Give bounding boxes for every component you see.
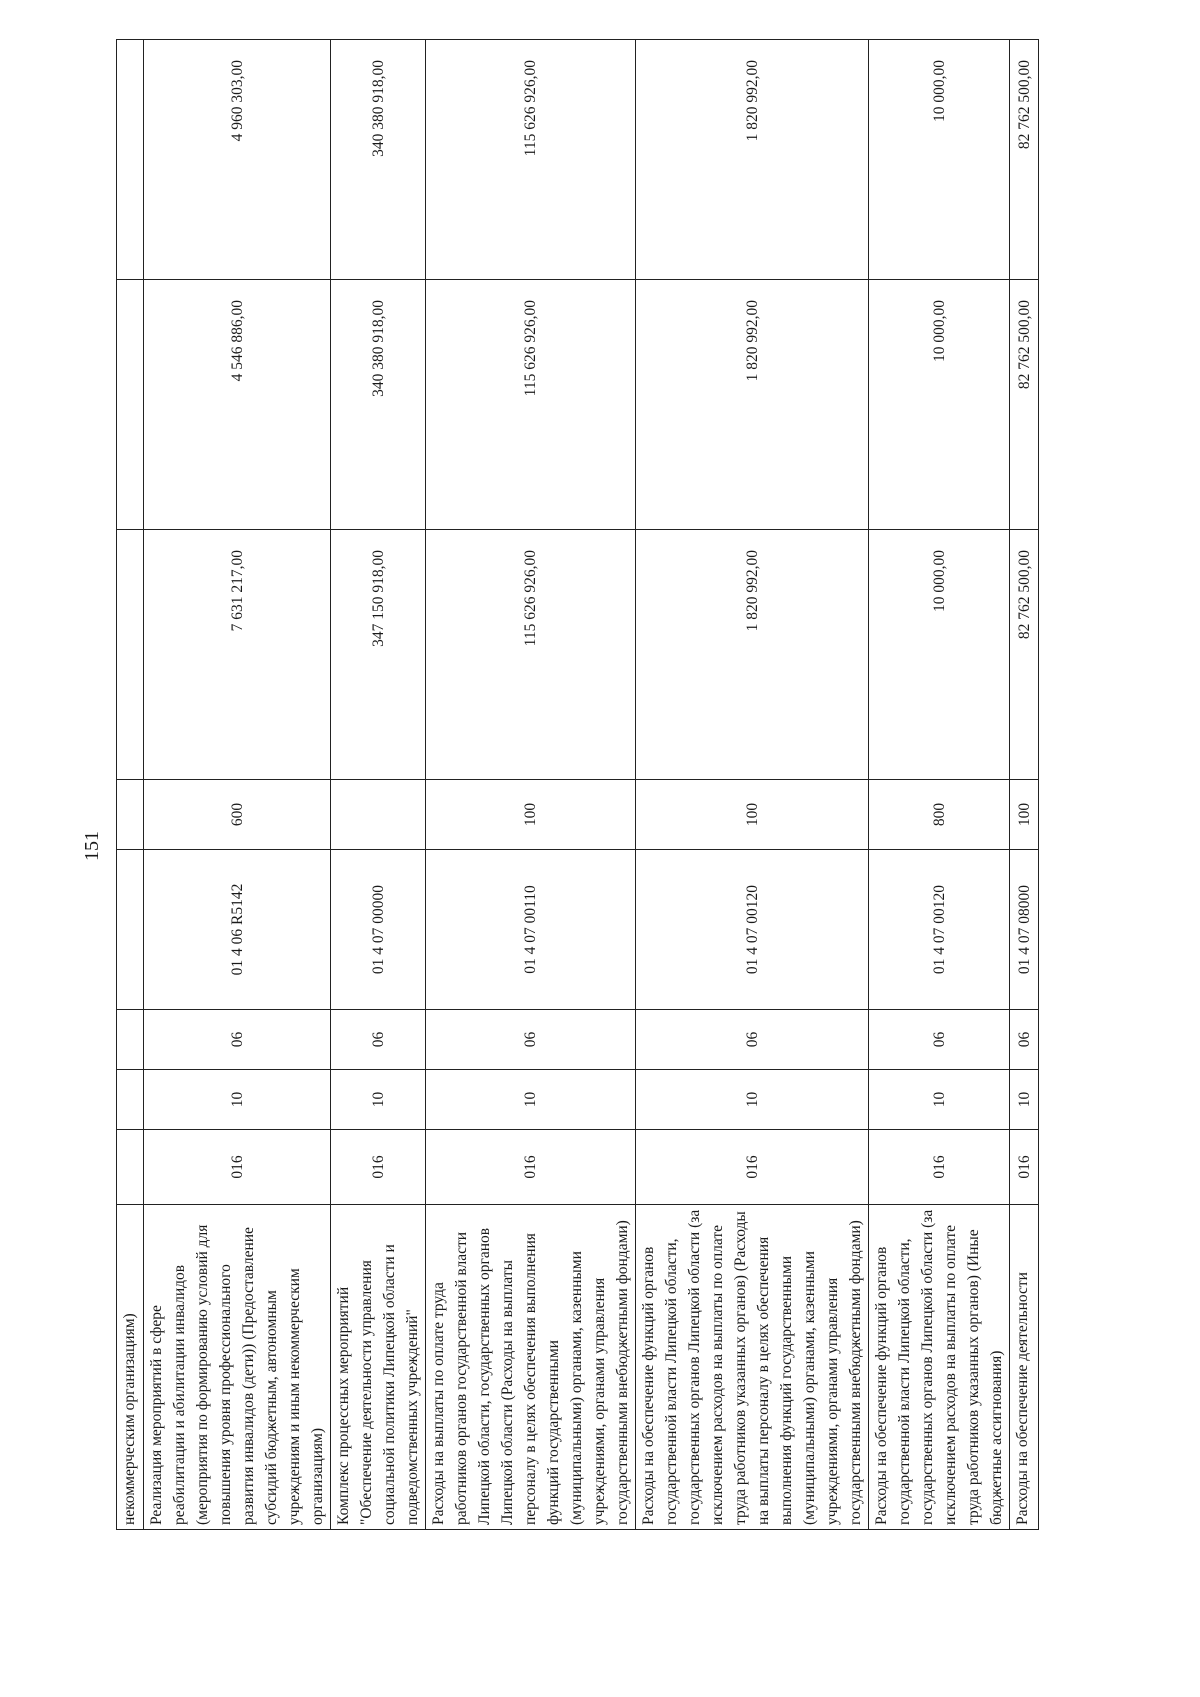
cell-section: 10 (331, 1070, 426, 1130)
cell-target: 01 4 06 R5142 (144, 850, 331, 1010)
cell-admin: 016 (1010, 1130, 1039, 1205)
table-row-continuation (117, 40, 144, 1530)
cell-sum-3: 10 000,00 (869, 40, 1010, 280)
cell-description: Расходы на выплаты по оплате труда работников органов государственной власти Липецкой области, государственных органов Липецкой области (Расходы на выплаты персоналу в целях обеспечения выполнения функций государственными (муниципальными) органами, казенными учреждениями, органами управления государственными внебюджетными фондами) (426, 1205, 636, 1530)
cell-sum-1: 1 820 992,00 (636, 530, 869, 780)
cell-expense-type: 100 (426, 780, 636, 850)
table-row (331, 40, 426, 1530)
cell-sum-1: 82 762 500,00 (1010, 530, 1039, 780)
cell-sum-3: 4 960 303,00 (144, 40, 331, 280)
cell-target: 01 4 07 08000 (1010, 850, 1039, 1010)
cell-subsection (117, 1010, 144, 1070)
cell-sum-2: 82 762 500,00 (1010, 280, 1039, 530)
cell-description: Комплекс процессных мероприятий "Обеспечение деятельности управления социальной политики Липецкой области и подведомственных учреждений" (331, 1205, 426, 1530)
cell-subsection: 06 (144, 1010, 331, 1070)
table-row (144, 40, 331, 1530)
table-row (869, 40, 1010, 1530)
cell-target: 01 4 07 00000 (331, 850, 426, 1010)
cell-admin (117, 1130, 144, 1205)
cell-section: 10 (636, 1070, 869, 1130)
cell-sum-1 (117, 530, 144, 780)
cell-admin: 016 (869, 1130, 1010, 1205)
cell-admin: 016 (426, 1130, 636, 1205)
table-row (1010, 40, 1039, 1530)
cell-sum-1: 7 631 217,00 (144, 530, 331, 780)
cell-expense-type (117, 780, 144, 850)
cell-sum-2: 4 546 886,00 (144, 280, 331, 530)
cell-admin: 016 (331, 1130, 426, 1205)
cell-section: 10 (869, 1070, 1010, 1130)
cell-expense-type: 100 (1010, 780, 1039, 850)
budget-table (116, 39, 1039, 1530)
cell-subsection: 06 (426, 1010, 636, 1070)
cell-description: некоммерческим организациям) (117, 1205, 144, 1530)
cell-target: 01 4 07 00120 (869, 850, 1010, 1010)
page-number: 151 (81, 831, 103, 861)
cell-sum-1: 115 626 926,00 (426, 530, 636, 780)
cell-sum-2 (117, 280, 144, 530)
cell-sum-2: 1 820 992,00 (636, 280, 869, 530)
cell-target: 01 4 07 00110 (426, 850, 636, 1010)
cell-admin: 016 (144, 1130, 331, 1205)
cell-subsection: 06 (1010, 1010, 1039, 1070)
cell-target (117, 850, 144, 1010)
cell-subsection: 06 (636, 1010, 869, 1070)
cell-section: 10 (144, 1070, 331, 1130)
cell-section: 10 (426, 1070, 636, 1130)
cell-expense-type: 100 (636, 780, 869, 850)
table-row (426, 40, 636, 1530)
cell-expense-type (331, 780, 426, 850)
cell-description: Расходы на обеспечение функций органов государственной власти Липецкой области, государственных органов Липецкой области (за исключением расходов на выплаты по оплате труда работников указанных органов) (Расходы на выплаты персоналу в целях обеспечения выполнения функций государственными (муниципальными) органами, казенными учреждениями, органами управления государственными внебюджетными фондами) (636, 1205, 869, 1530)
cell-description: Реализация мероприятий в сфере реабилитации и абилитации инвалидов (мероприятия по формированию условий для повышения уровня профессионального развития инвалидов (дети)) (Предоставление субсидий бюджетным, автономным учреждениям и иным некоммерческим организациям) (144, 1205, 331, 1530)
cell-sum-2: 340 380 918,00 (331, 280, 426, 530)
cell-target: 01 4 07 00120 (636, 850, 869, 1010)
cell-sum-2: 115 626 926,00 (426, 280, 636, 530)
budget-table-sheet (116, 40, 1033, 1530)
cell-sum-1: 10 000,00 (869, 530, 1010, 780)
cell-expense-type: 600 (144, 780, 331, 850)
cell-section: 10 (1010, 1070, 1039, 1130)
cell-description: Расходы на обеспечение функций органов государственной власти Липецкой области, государственных органов Липецкой области (за исключением расходов на выплаты по оплате труда работников указанных органов) (Иные бюджетные ассигнования) (869, 1205, 1010, 1530)
cell-subsection: 06 (331, 1010, 426, 1070)
cell-sum-3 (117, 40, 144, 280)
cell-section (117, 1070, 144, 1130)
cell-admin: 016 (636, 1130, 869, 1205)
cell-sum-3: 340 380 918,00 (331, 40, 426, 280)
cell-subsection: 06 (869, 1010, 1010, 1070)
cell-sum-1: 347 150 918,00 (331, 530, 426, 780)
cell-sum-3: 1 820 992,00 (636, 40, 869, 280)
cell-description: Расходы на обеспечение деятельности (1010, 1205, 1039, 1530)
cell-expense-type: 800 (869, 780, 1010, 850)
table-row (636, 40, 869, 1530)
cell-sum-3: 82 762 500,00 (1010, 40, 1039, 280)
cell-sum-3: 115 626 926,00 (426, 40, 636, 280)
cell-sum-2: 10 000,00 (869, 280, 1010, 530)
